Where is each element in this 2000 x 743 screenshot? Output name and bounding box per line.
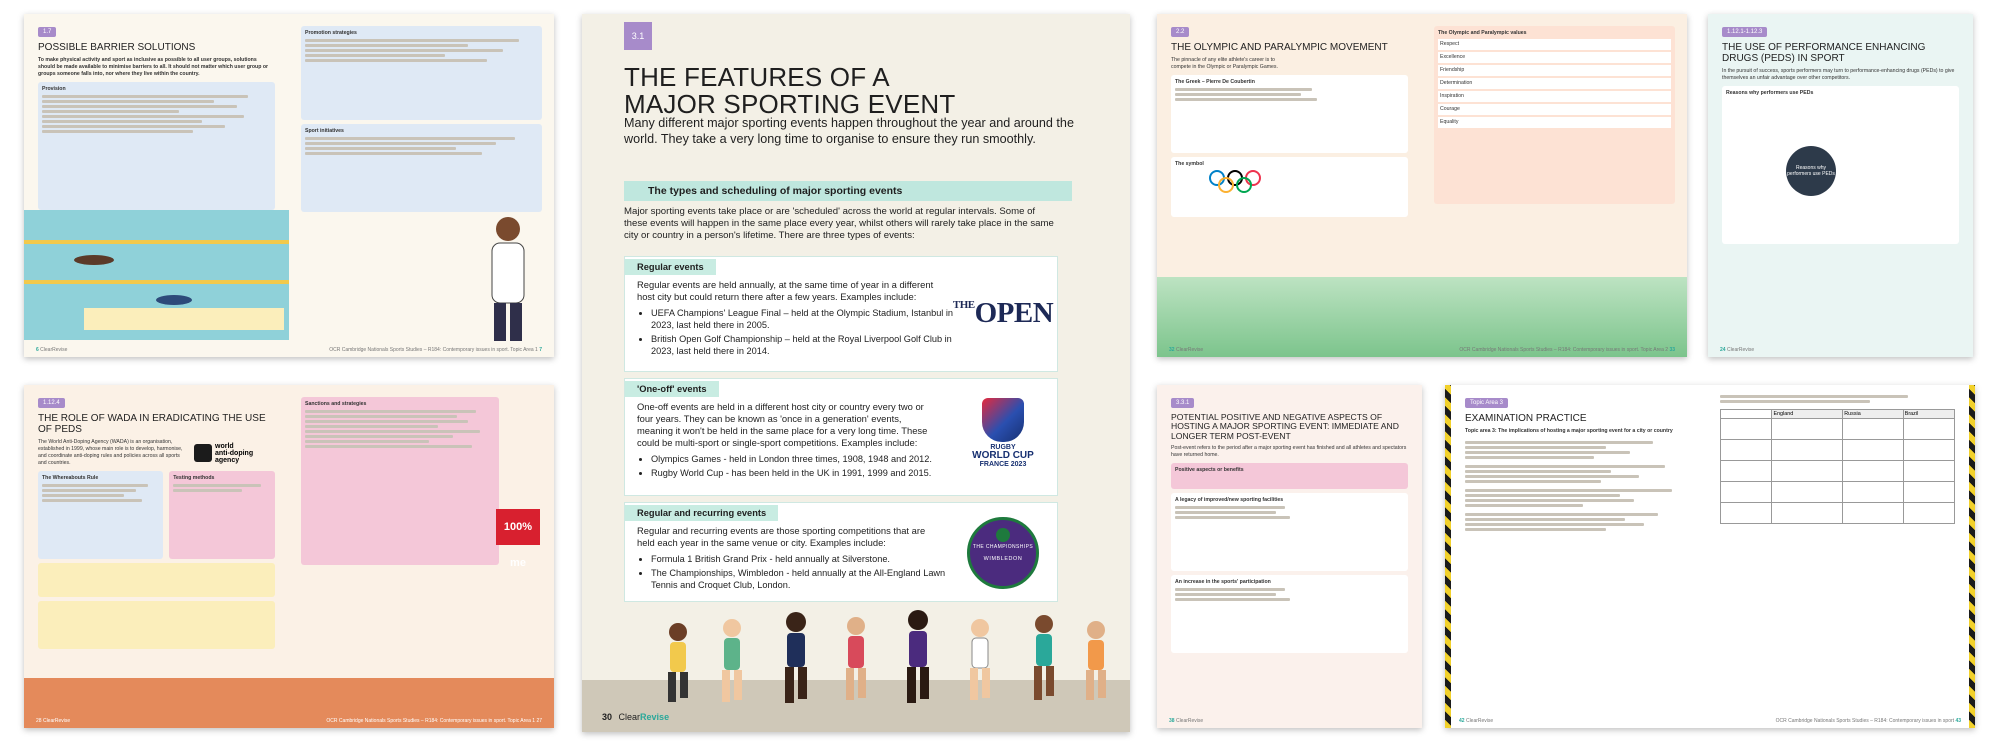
card-heading: Regular and recurring events — [625, 505, 778, 521]
participation-box: An increase in the sports' participation — [1171, 575, 1408, 653]
values-box: The Olympic and Paralympic values Respect Excellence Friendship Determination Inspiration Courage Equality — [1434, 26, 1675, 204]
list-item: • UEFA Champions' League Final – held at the Olympic Stadium, Istanbul in 2023, last held there in 2005. — [651, 307, 967, 331]
page-intro: Many different major sporting events happen throughout the year and around the world. They take a very long time to organise to ensure they run smoothly. — [624, 116, 1074, 146]
reasons-box: Reasons why performers use PEDs Reasons why performers use PEDs — [1722, 86, 1959, 244]
hazard-stripe-right — [1969, 385, 1975, 728]
question-box — [38, 601, 275, 649]
page-number: 30 — [602, 712, 613, 722]
page-left — [24, 385, 289, 728]
page-left — [24, 14, 289, 357]
page-left — [1455, 385, 1710, 728]
spread-intro: To make physical activity and sport as inclusive as possible to all user groups, solutions should be made available to minimise barriers to all. It should not matter which user group or groups someone falls into, nor where they live within the country. — [38, 57, 269, 78]
card-text: Regular events are held annually, at the same time of year in a different host city but could return there after a few years. Examples include: — [637, 279, 934, 302]
footer-left: 38 ClearRevise — [1169, 718, 1204, 724]
landscape-band — [1157, 277, 1422, 357]
section-tag: 1.12.1-1.12.3 — [1722, 27, 1767, 37]
card-text: Regular and recurring events are those sporting competitions that are held each year in the same venue or city. Examples include: — [637, 525, 926, 548]
footer-right: OCR Cambridge Nationals Sports Studies – R184: Contemporary issues in sport. Topic Area 1 27 — [326, 718, 542, 724]
regular-events-card — [624, 256, 1058, 372]
page-title: THE FEATURES OF A MAJOR SPORTING EVENT — [624, 62, 956, 119]
page-right — [289, 14, 554, 357]
list-item: • British Open Golf Championship – held at the Royal Liverpool Golf Club in 2023, last held there in 2014. — [651, 333, 967, 357]
legacy-box: A legacy of improved/new sporting facilities — [1171, 493, 1408, 571]
page-right — [1710, 385, 1965, 728]
testing-box: Testing methods — [169, 471, 275, 559]
page-left — [1157, 14, 1422, 357]
list-item: • The Championships, Wimbledon - held annually at the All-England Lawn Tennis and Croquet Club, London. — [651, 567, 967, 591]
spread-wada[interactable] — [24, 385, 554, 728]
spread-olympic-movement[interactable] — [1157, 14, 1687, 357]
the-open-logo: $^{THE}$OPEN — [952, 296, 1054, 329]
wimbledon-logo: THE CHAMPIONSHIPS WIMBLEDON — [959, 513, 1047, 593]
spread-features-major-sporting-event[interactable] — [582, 14, 1130, 732]
page-right — [289, 385, 554, 728]
brand-logo: ClearRevise — [618, 712, 670, 722]
card-heading: 'One-off' events — [625, 381, 719, 397]
footer-left: 28 ClearRevise — [36, 718, 71, 724]
promotion-box — [301, 26, 542, 120]
positive-box: Positive aspects or benefits — [1171, 463, 1408, 489]
list-item: • Formula 1 British Grand Prix - held annually at Silverstone. — [651, 553, 967, 565]
symbol-box: The symbol — [1171, 157, 1408, 217]
footer-left: 32 ClearRevise — [1169, 347, 1204, 353]
spread-peds[interactable] — [1708, 14, 1973, 357]
spread-title: POSSIBLE BARRIER SOLUTIONS — [38, 42, 196, 53]
section-tag: 3.1 — [624, 22, 652, 50]
examples-list — [637, 553, 967, 591]
wada-logo: world anti-doping agency — [194, 439, 253, 467]
coach-illustration — [468, 205, 548, 345]
swimming-pool-illustration — [24, 210, 289, 340]
section-tag: 2.2 — [1171, 27, 1189, 37]
card-text: One-off events are held in a different host city or country every two or four years. They can be known as 'once in a generation' events, meaning it won't be held in the same place for a very long time. These could be multi-sport or single-sport competitions. Examples include: — [637, 401, 928, 448]
spread-barrier-solutions[interactable] — [24, 14, 554, 357]
section-tag: 3.3.1 — [1171, 398, 1194, 408]
spread-subtitle: Topic area 3: The implications of hosting a major sporting event for a city or country — [1465, 428, 1673, 434]
reasons-hub: Reasons why performers use PEDs — [1786, 146, 1836, 196]
provision-box — [38, 82, 275, 210]
sanctions-box: Sanctions and strategies — [301, 397, 499, 565]
comparison-table: England Russia Brazil — [1720, 409, 1955, 524]
spread-title: THE USE OF PERFORMANCE ENHANCING DRUGS (PEDS) IN SPORT — [1722, 42, 1926, 64]
section-tag: Topic Area 3 — [1465, 398, 1508, 408]
olympic-rings-icon — [1205, 168, 1275, 194]
hazard-stripe-left — [1445, 385, 1451, 728]
spread-title: THE ROLE OF WADA IN ERADICATING THE USE OF PEDS — [38, 413, 266, 435]
whereabouts-box: The Whereabouts Rule — [38, 471, 163, 559]
section-tag: 1.7 — [38, 27, 56, 37]
initiatives-box-title: Sport initiatives — [305, 128, 344, 134]
promotion-box-title: Promotion strategies — [305, 30, 357, 36]
one-off-events-card — [624, 378, 1058, 496]
section-body: Major sporting events take place or are 'scheduled' across the world at regular intervals. Some of these events will happen in the same place every year, whilst others will rarely take place in the same city or country in a person's lifetime. There are three types of events: — [624, 206, 1054, 242]
recurring-events-card — [624, 502, 1058, 602]
landscape-band — [1422, 277, 1687, 357]
page-right — [1422, 14, 1687, 357]
coubertin-box: The Greek – Pierre De Coubertin — [1171, 75, 1408, 153]
footer-right: OCR Cambridge Nationals Sports Studies – R184: Contemporary issues in sport 43 — [1775, 718, 1961, 724]
examples-list — [637, 307, 967, 357]
marathon-runners-illustration — [582, 592, 1130, 732]
spread-intro: In the pursuit of success, sports performers may turn to performance-enhancing drugs (PEDs) to give themselves an unfair advantage over other competitors. — [1722, 68, 1955, 82]
footer-left: 42 ClearRevise — [1459, 718, 1494, 724]
examples-list — [637, 453, 967, 479]
section-tag: 1.12.4 — [38, 398, 65, 408]
spread-title: EXAMINATION PRACTICE — [1465, 413, 1587, 424]
footer-left: 6 ClearRevise — [36, 347, 68, 353]
page-footer — [602, 712, 669, 722]
spread-title: POTENTIAL POSITIVE AND NEGATIVE ASPECTS OF HOSTING A MAJOR SPORTING EVENT: IMMEDIATE AND LONGER TERM POST-EVENT — [1171, 412, 1399, 441]
spread-intro: Post-event refers to the period after a major sporting event has finished and all athletes and spectators have returned home. — [1171, 445, 1407, 459]
spread-title: THE OLYMPIC AND PARALYMPIC MOVEMENT — [1171, 42, 1388, 53]
footer-right: OCR Cambridge Nationals Sports Studies – R184: Contemporary issues in sport. Topic Area 1 7 — [329, 347, 542, 353]
spread-exam-practice[interactable] — [1445, 385, 1975, 728]
spread-intro: The World Anti-Doping Agency (WADA) is an organisation, established in 1999, whose main role is to develop, harmonise, and coordinate anti-doping rules and policies across all sports and countries. — [38, 439, 183, 467]
footer-left: 24 ClearRevise — [1720, 347, 1755, 353]
list-item: • Olympics Games - held in London three times, 1908, 1948 and 2012. — [651, 453, 967, 465]
spread-intro: The pinnacle of any elite athlete's career is to compete in the Olympic or Paralympic Games. — [1171, 57, 1278, 71]
note-box — [38, 563, 275, 597]
section-heading: The types and scheduling of major sporting events — [624, 181, 1072, 201]
spread-hosting[interactable] — [1157, 385, 1422, 728]
initiatives-box — [301, 124, 542, 212]
footer-right: OCR Cambridge Nationals Sports Studies – R184: Contemporary issues in sport. Topic Area 2 33 — [1459, 347, 1675, 353]
list-item: • Rugby World Cup - has been held in the UK in 1991, 1999 and 2015. — [651, 467, 967, 479]
100-percent-me-badge: 100% me — [496, 509, 540, 545]
provision-box-title: Provision — [42, 86, 66, 93]
rugby-world-cup-logo: RUGBY WORLD CUP FRANCE 2023 — [959, 393, 1047, 473]
card-heading: Regular events — [625, 259, 716, 275]
